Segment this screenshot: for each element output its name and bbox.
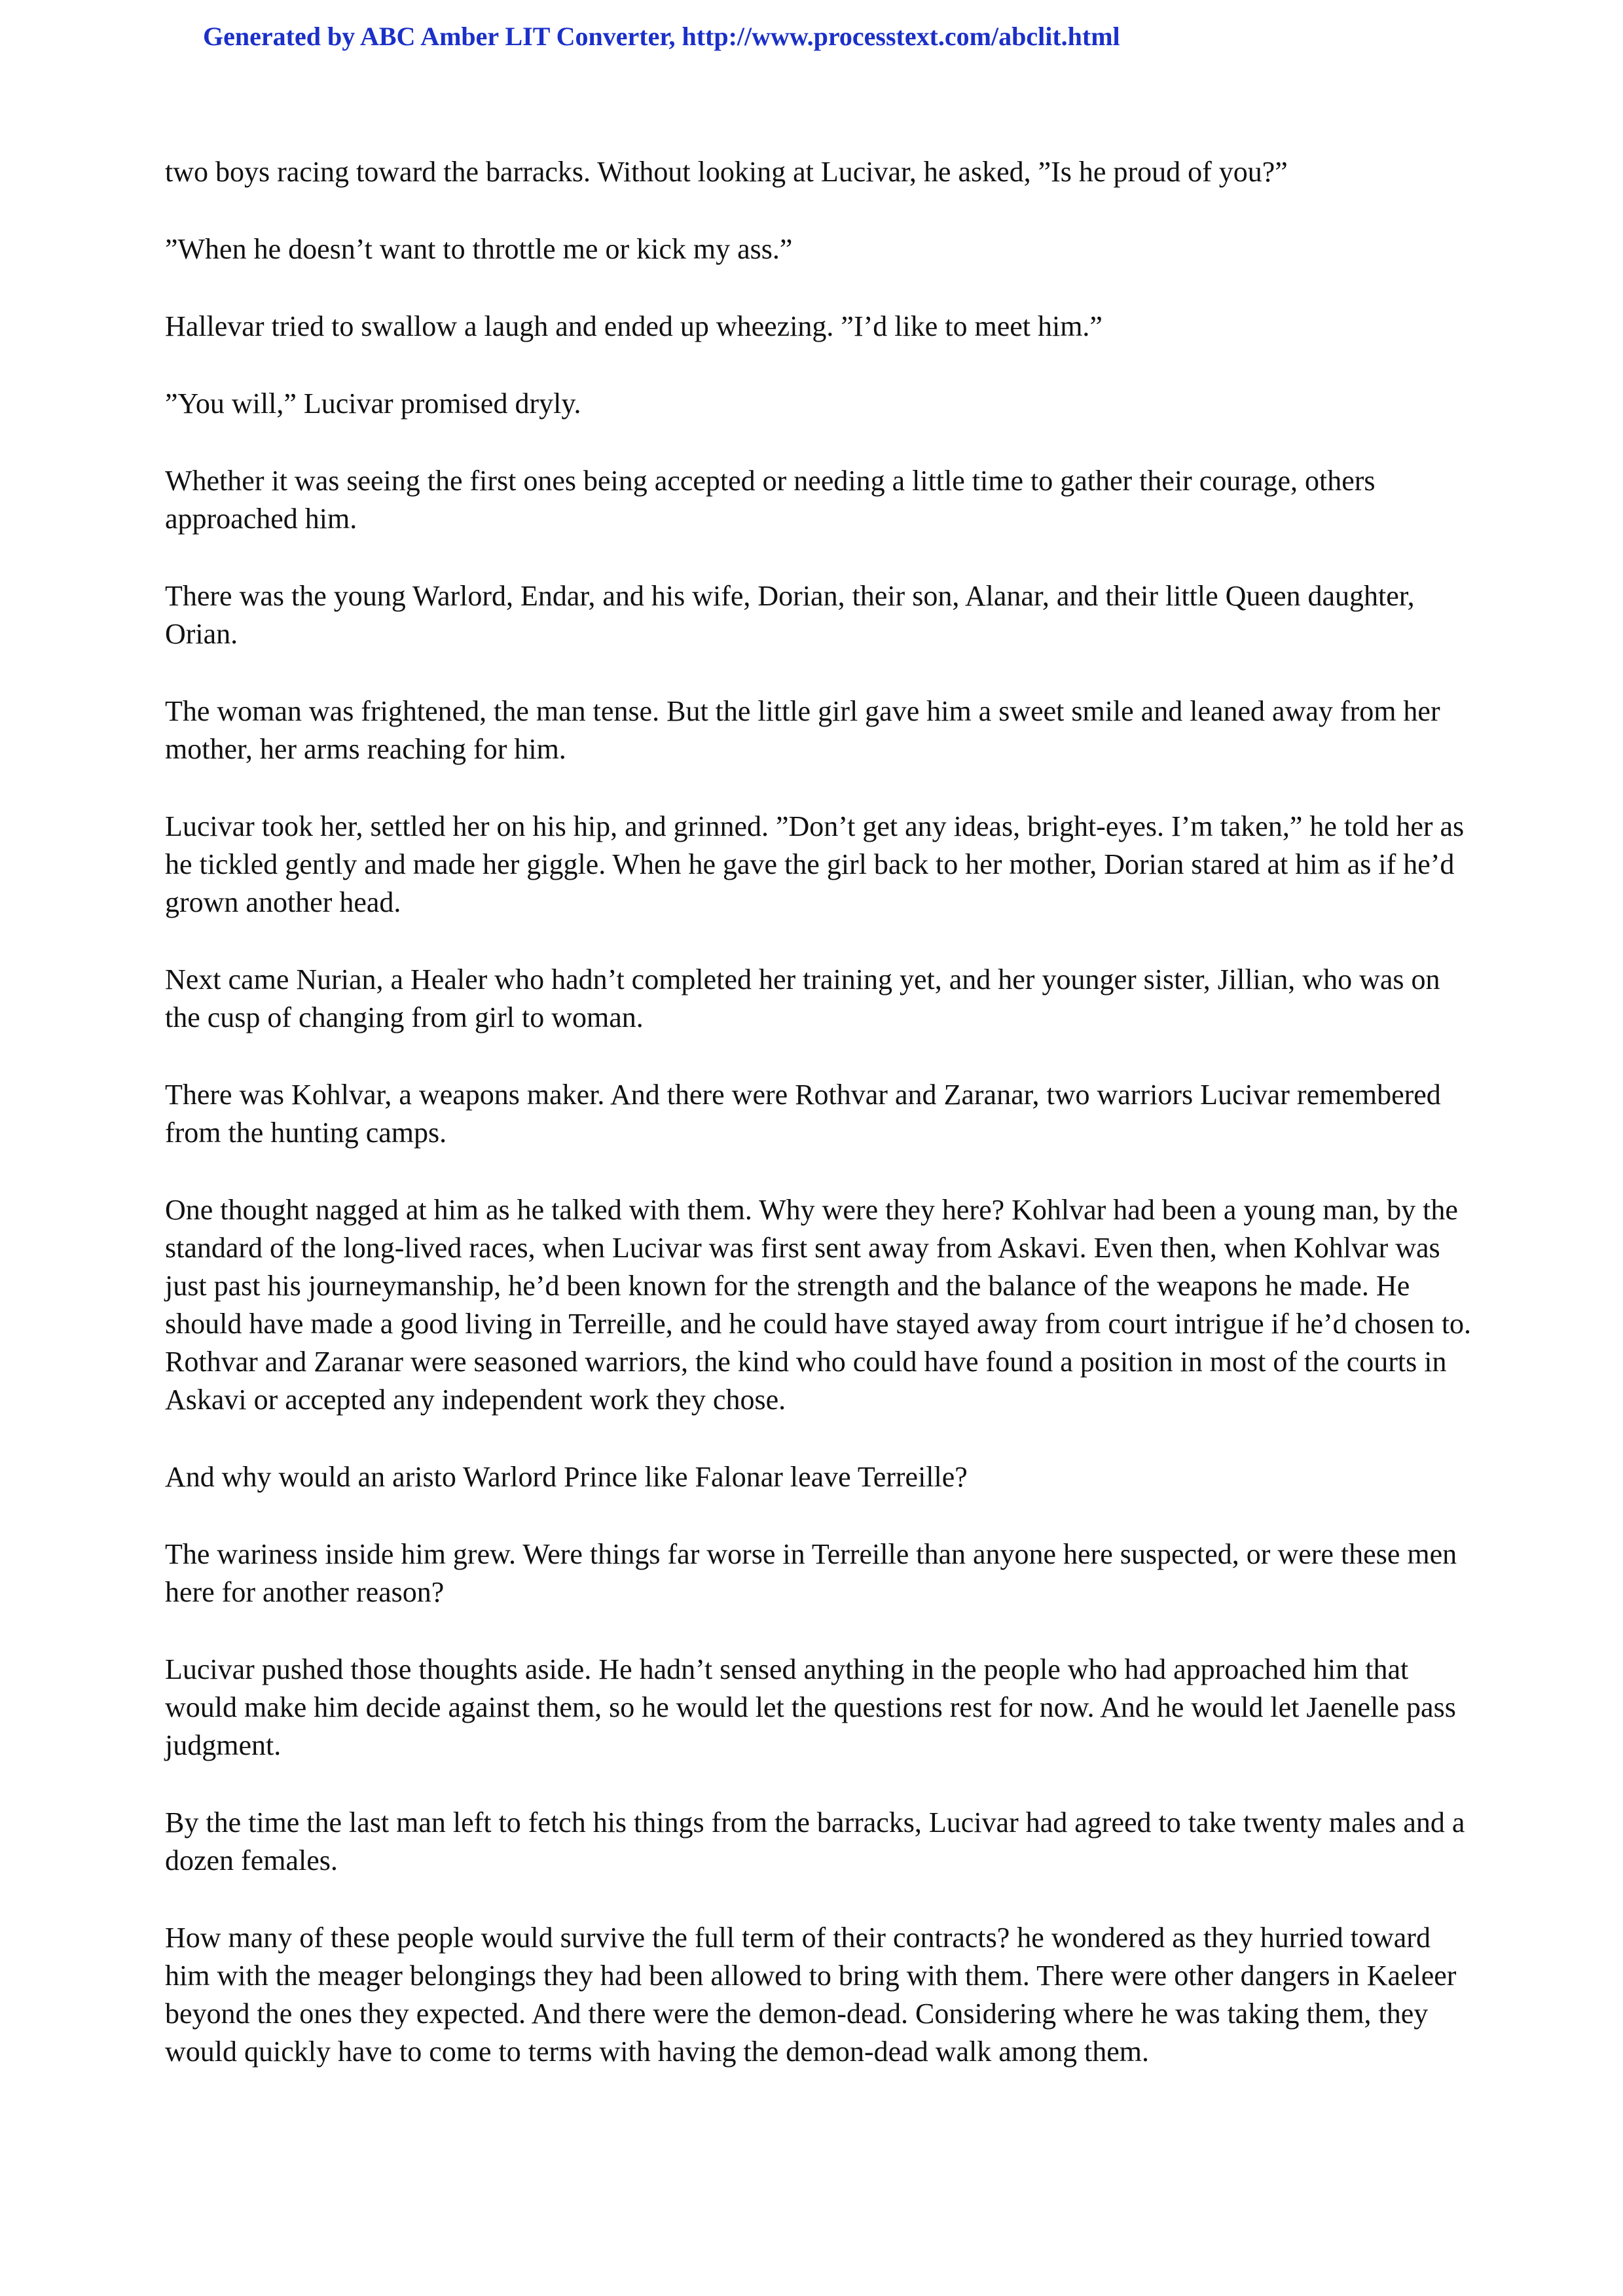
paragraph: The wariness inside him grew. Were things far worse in Terreille than anyone here suspected, or were these men here for another reason?: [165, 1538, 1457, 1608]
paragraph: Hallevar tried to swallow a laugh and ended up wheezing. ”I’d like to meet him.”: [165, 310, 1103, 342]
paragraph: One thought nagged at him as he talked with them. Why were they here? Kohlvar had been a young man, by the standard of the long-lived races, when Lucivar was first sent away from Askavi. Even then, when Kohlvar was just past his journeymanship, he’d been known for the strength and the balance of the weapons he made. He should have made a good living in Terreille, and he could have stayed away from court intrigue if he’d chosen to. Rothvar and Zaranar were seasoned warriors, the kind who could have found a position in most of the courts in Askavi or accepted any independent work they chose.: [165, 1194, 1472, 1416]
paragraph: two boys racing toward the barracks. Without looking at Lucivar, he asked, ”Is he proud of you?”: [165, 156, 1288, 188]
paragraph: Whether it was seeing the first ones being accepted or needing a little time to gather their courage, others approached him.: [165, 465, 1376, 535]
paragraph: There was the young Warlord, Endar, and his wife, Dorian, their son, Alanar, and their little Queen daughter, Orian.: [165, 580, 1415, 650]
paragraph: ”You will,” Lucivar promised dryly.: [165, 387, 581, 420]
paragraph: Next came Nurian, a Healer who hadn’t completed her training yet, and her younger sister, Jillian, who was on the cusp of changing from girl to woman.: [165, 963, 1440, 1033]
converter-header: Generated by ABC Amber LIT Converter, http://www.processtext.com/abclit.html: [203, 22, 1120, 51]
paragraph: How many of these people would survive the full term of their contracts? he wondered as they hurried toward him with the meager belongings they had been allowed to bring with them. There were other dangers in Kaeleer beyond the ones they expected. And there were the demon-dead. Considering where he was taking them, they would quickly have to come to terms with having the demon-dead walk among them.: [165, 1922, 1457, 2068]
paragraph: Lucivar took her, settled her on his hip, and grinned. ”Don’t get any ideas, bright-eyes. I’m taken,” he told her as he tickled gently and made her giggle. When he gave the girl back to her mother, Dorian stared at him as if he’d grown another head.: [165, 810, 1465, 918]
paragraph: Lucivar pushed those thoughts aside. He hadn’t sensed anything in the people who had approached him that would make him decide against them, so he would let the questions rest for now. And he would let Jaenelle pass judgment.: [165, 1653, 1456, 1761]
paragraph: And why would an aristo Warlord Prince like Falonar leave Terreille?: [165, 1461, 968, 1493]
paragraph: ”When he doesn’t want to throttle me or kick my ass.”: [165, 233, 793, 265]
paragraph: There was Kohlvar, a weapons maker. And there were Rothvar and Zaranar, two warriors Lucivar remembered from the hunting camps.: [165, 1079, 1441, 1149]
paragraph: The woman was frightened, the man tense. But the little girl gave him a sweet smile and leaned away from her mother, her arms reaching for him.: [165, 695, 1440, 765]
paragraph: By the time the last man left to fetch his things from the barracks, Lucivar had agreed to take twenty males and a dozen females.: [165, 1806, 1465, 1876]
page-body: [165, 153, 1474, 2110]
